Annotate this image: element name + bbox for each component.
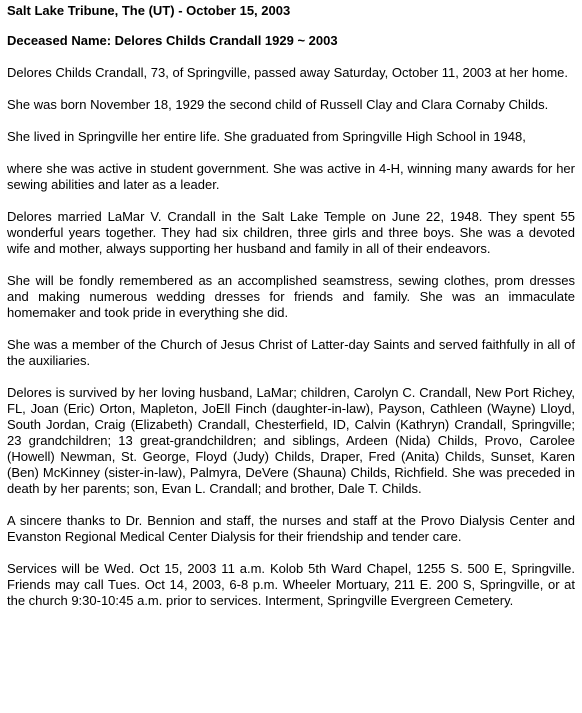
- deceased-name-heading: Deceased Name: Delores Childs Crandall 1929 ~ 2003: [7, 33, 338, 48]
- paragraph-residence: She lived in Springville her entire life. She graduated from Springville High School in 1948,: [7, 129, 526, 144]
- paragraph-services: Services will be Wed. Oct 15, 2003 11 a.m. Kolob 5th Ward Chapel, 1255 S. 500 E, Springville. Friends may call Tues. Oct 14, 2003, 6-8 p.m. Wheeler Mortuary, 211 E. 200 S, Springville, or at the church 9:30-10:45 a.m. prior to services. Interment, Springville Evergreen Cemetery.: [7, 561, 575, 608]
- paragraph-remembrance: She will be fondly remembered as an accomplished seamstress, sewing clothes, prom dresses and making numerous wedding dresses for friends and family. She was an immaculate homemaker and took pride in everything she did.: [7, 273, 575, 320]
- paragraph-survivors: Delores is survived by her loving husband, LaMar; children, Carolyn C. Crandall, New Port Richey, FL, Joan (Eric) Orton, Mapleton, JoEll Finch (daughter-in-law), Payson, Cathleen (Wayne) Lloyd, South Jordan, Craig (Elizabeth) Crandall, Chesterfield, ID, Calvin (Kathryn) Crandall, Springville; 23 grandchildren; 13 great-grandchildren; and siblings, Ardeen (Nida) Childs, Provo, Carolee (Howell) Newman, St. George, Floyd (Judy) Childs, Draper, Fred (Anita) Childs, Sunset, Karen (Ben) McKinney (sister-in-law), Palmyra, DeVere (Shauna) Childs, Richfield. She was preceded in death by her parents; son, Evan L. Crandall; and brother, Dale T. Childs.: [7, 385, 575, 496]
- paragraph-marriage: Delores married LaMar V. Crandall in the Salt Lake Temple on June 22, 1948. They spent 55 wonderful years together. They had six children, three girls and three boys. She was a devoted wife and mother, always supporting her husband and family in all of their endeavors.: [7, 209, 575, 256]
- paragraph-thanks: A sincere thanks to Dr. Bennion and staff, the nurses and staff at the Provo Dialysis Center and Evanston Regional Medical Center Dialysis for their friendship and tender care.: [7, 513, 575, 544]
- paragraph-activities: where she was active in student government. She was active in 4-H, winning many awards for her sewing abilities and later as a leader.: [7, 161, 575, 192]
- source-heading: Salt Lake Tribune, The (UT) - October 15, 2003: [7, 3, 291, 18]
- paragraph-birth: She was born November 18, 1929 the second child of Russell Clay and Clara Cornaby Childs.: [7, 97, 549, 112]
- paragraph-death-notice: Delores Childs Crandall, 73, of Springville, passed away Saturday, October 11, 2003 at her home.: [7, 65, 568, 80]
- paragraph-church: She was a member of the Church of Jesus Christ of Latter-day Saints and served faithfully in all of the auxiliaries.: [7, 337, 575, 368]
